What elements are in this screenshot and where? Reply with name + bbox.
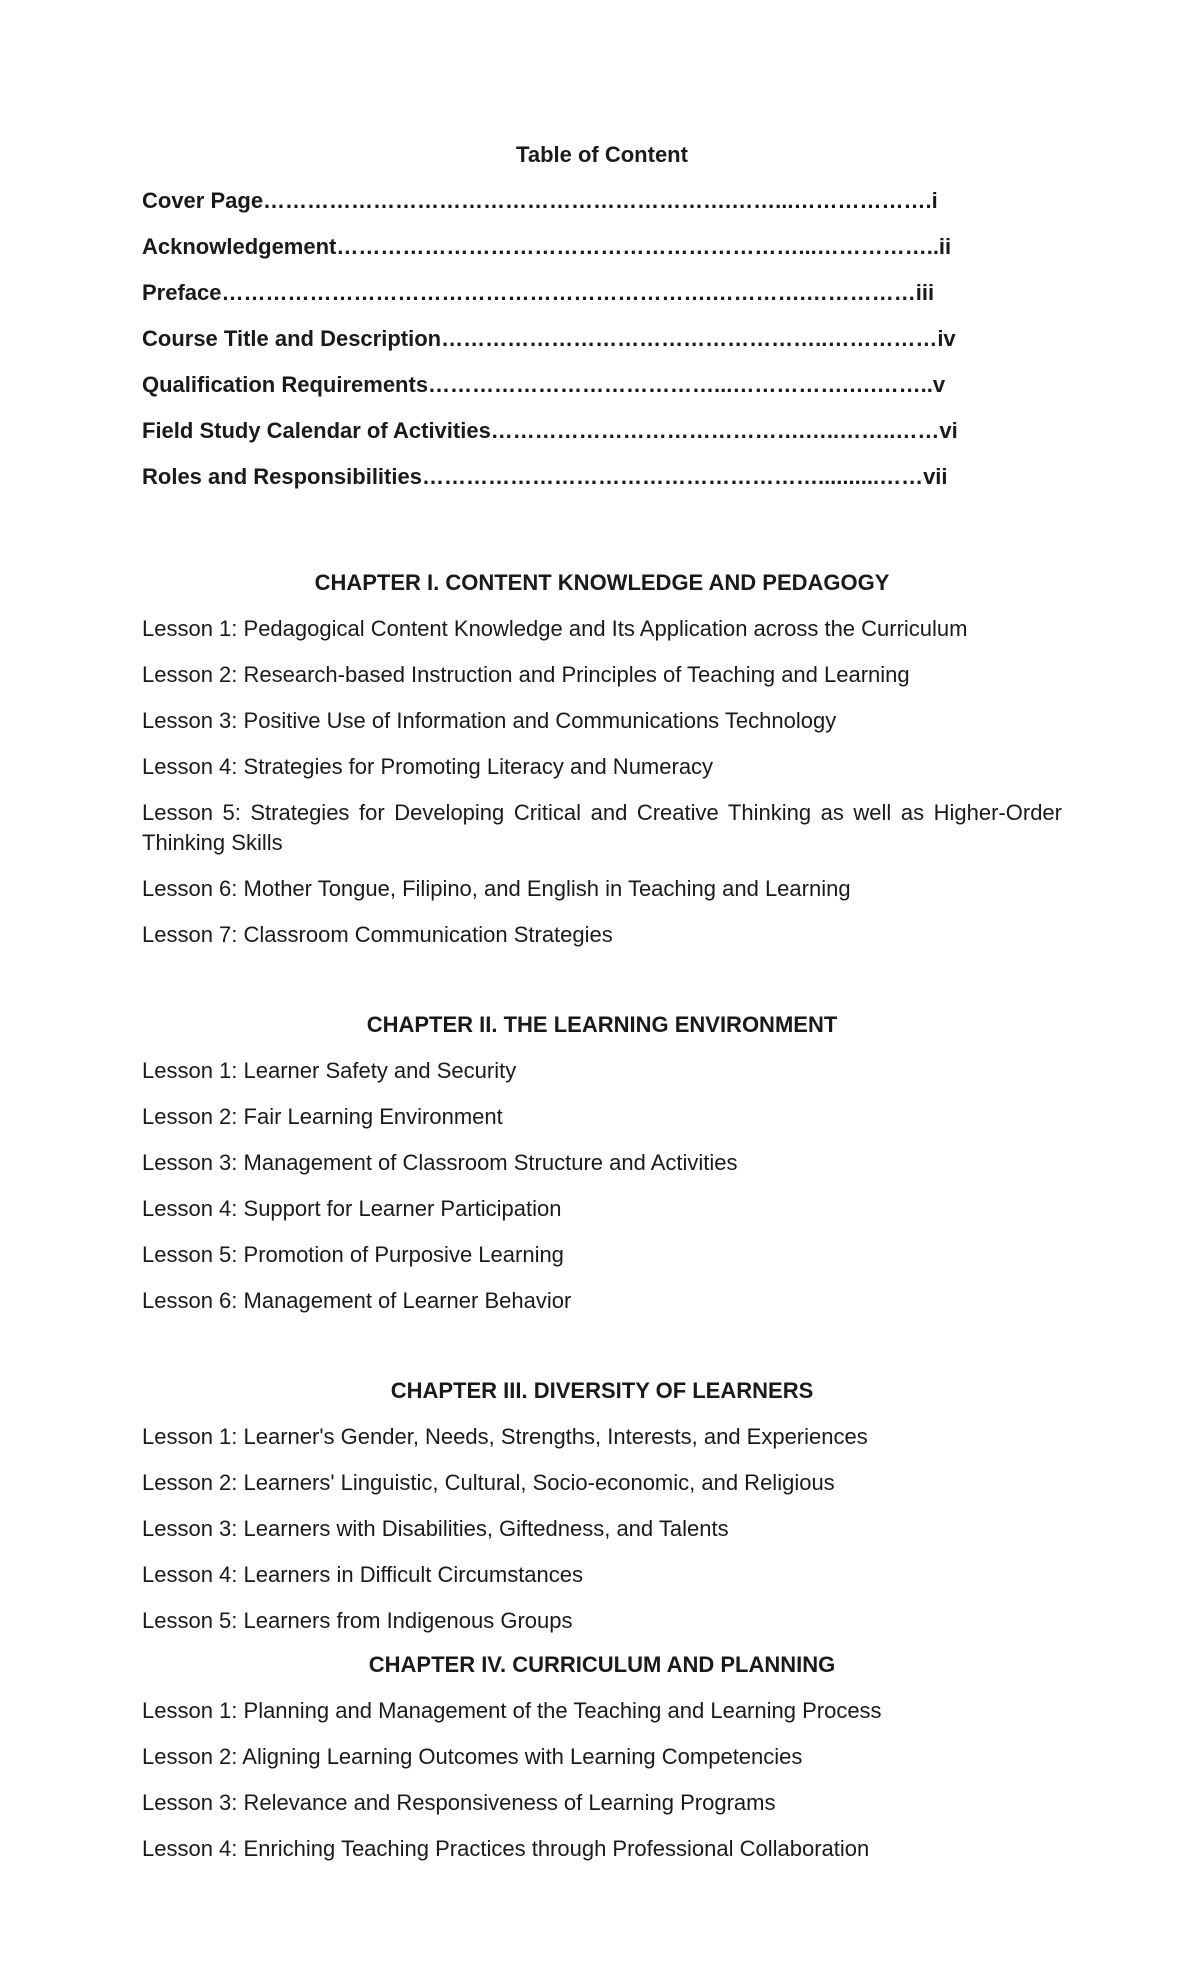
- lesson-item: Lesson 5: Learners from Indigenous Groups: [142, 1608, 573, 1633]
- chapter-section: [142, 1010, 1062, 1316]
- lesson-item: Lesson 4: Strategies for Promoting Literacy and Numeracy: [142, 754, 714, 779]
- chapter-section: [142, 1650, 1062, 1864]
- toc-entry: Preface………………………………………………………….………….……………iii: [142, 280, 935, 305]
- chapter-section: [142, 568, 1062, 950]
- spacer: [142, 1636, 1062, 1650]
- lesson-item: Lesson 4: Learners in Difficult Circumstances: [142, 1562, 584, 1587]
- chapter-heading: CHAPTER III. DIVERSITY OF LEARNERS: [390, 1378, 814, 1403]
- lesson-item: Lesson 2: Fair Learning Environment: [142, 1104, 503, 1129]
- chapter-section: [142, 1376, 1062, 1636]
- spacer: [142, 508, 1062, 568]
- lesson-item: Lesson 3: Relevance and Responsiveness of Learning Programs: [142, 1790, 776, 1815]
- toc-entry: Qualification Requirements…………………………………...…………….….……..v: [142, 372, 946, 397]
- lesson-item: Lesson 1: Planning and Management of the Teaching and Learning Process: [142, 1698, 882, 1723]
- lesson-item: Lesson 5: Promotion of Purposive Learning: [142, 1242, 564, 1267]
- lesson-item: Lesson 2: Aligning Learning Outcomes with Learning Competencies: [142, 1744, 803, 1769]
- toc-entry: Cover Page……………………………………………………….……...……………….i: [142, 188, 938, 213]
- chapter-heading: CHAPTER II. THE LEARNING ENVIRONMENT: [366, 1012, 838, 1037]
- toc-content: [142, 140, 1062, 1864]
- lesson-item: Lesson 6: Mother Tongue, Filipino, and English in Teaching and Learning: [142, 876, 851, 901]
- lesson-item: Lesson 4: Support for Learner Participation: [142, 1196, 562, 1221]
- lesson-item: Lesson 2: Research-based Instruction and Principles of Teaching and Learning: [142, 662, 910, 687]
- lesson-item: Lesson 4: Enriching Teaching Practices through Professional Collaboration: [142, 1836, 870, 1861]
- lesson-item: Lesson 5: Strategies for Developing Critical and Creative Thinking as well as Higher-Order Thinking Skills: [142, 800, 1062, 855]
- lesson-item: Lesson 1: Pedagogical Content Knowledge and Its Application across the Curriculum: [142, 616, 968, 641]
- lesson-item: Lesson 3: Management of Classroom Structure and Activities: [142, 1150, 738, 1175]
- lesson-item: Lesson 6: Management of Learner Behavior: [142, 1288, 572, 1313]
- spacer: [142, 950, 1062, 1010]
- lesson-item: Lesson 2: Learners' Linguistic, Cultural, Socio-economic, and Religious: [142, 1470, 835, 1495]
- page-title: Table of Content: [516, 142, 688, 167]
- toc-entry: Course Title and Description……………………………………………..……………iv: [142, 326, 956, 351]
- lesson-item: Lesson 1: Learner's Gender, Needs, Strengths, Interests, and Experiences: [142, 1424, 868, 1449]
- spacer: [142, 1316, 1062, 1376]
- lesson-item: Lesson 3: Positive Use of Information and Communications Technology: [142, 708, 837, 733]
- toc-entry: Roles and Responsibilities………………………………………………..........……vii: [142, 464, 948, 489]
- chapter-heading: CHAPTER I. CONTENT KNOWLEDGE AND PEDAGOGY: [314, 570, 890, 595]
- lesson-item: Lesson 1: Learner Safety and Security: [142, 1058, 517, 1083]
- front-matter-list: [142, 186, 1062, 492]
- lesson-item: Lesson 7: Classroom Communication Strategies: [142, 922, 613, 947]
- toc-entry: Field Study Calendar of Activities…………………………………….…..……..……vi: [142, 418, 958, 443]
- chapter-heading: CHAPTER IV. CURRICULUM AND PLANNING: [368, 1652, 836, 1677]
- lesson-item: Lesson 3: Learners with Disabilities, Giftedness, and Talents: [142, 1516, 729, 1541]
- toc-entry: Acknowledgement………………………………………………………...……………..ii: [142, 234, 952, 259]
